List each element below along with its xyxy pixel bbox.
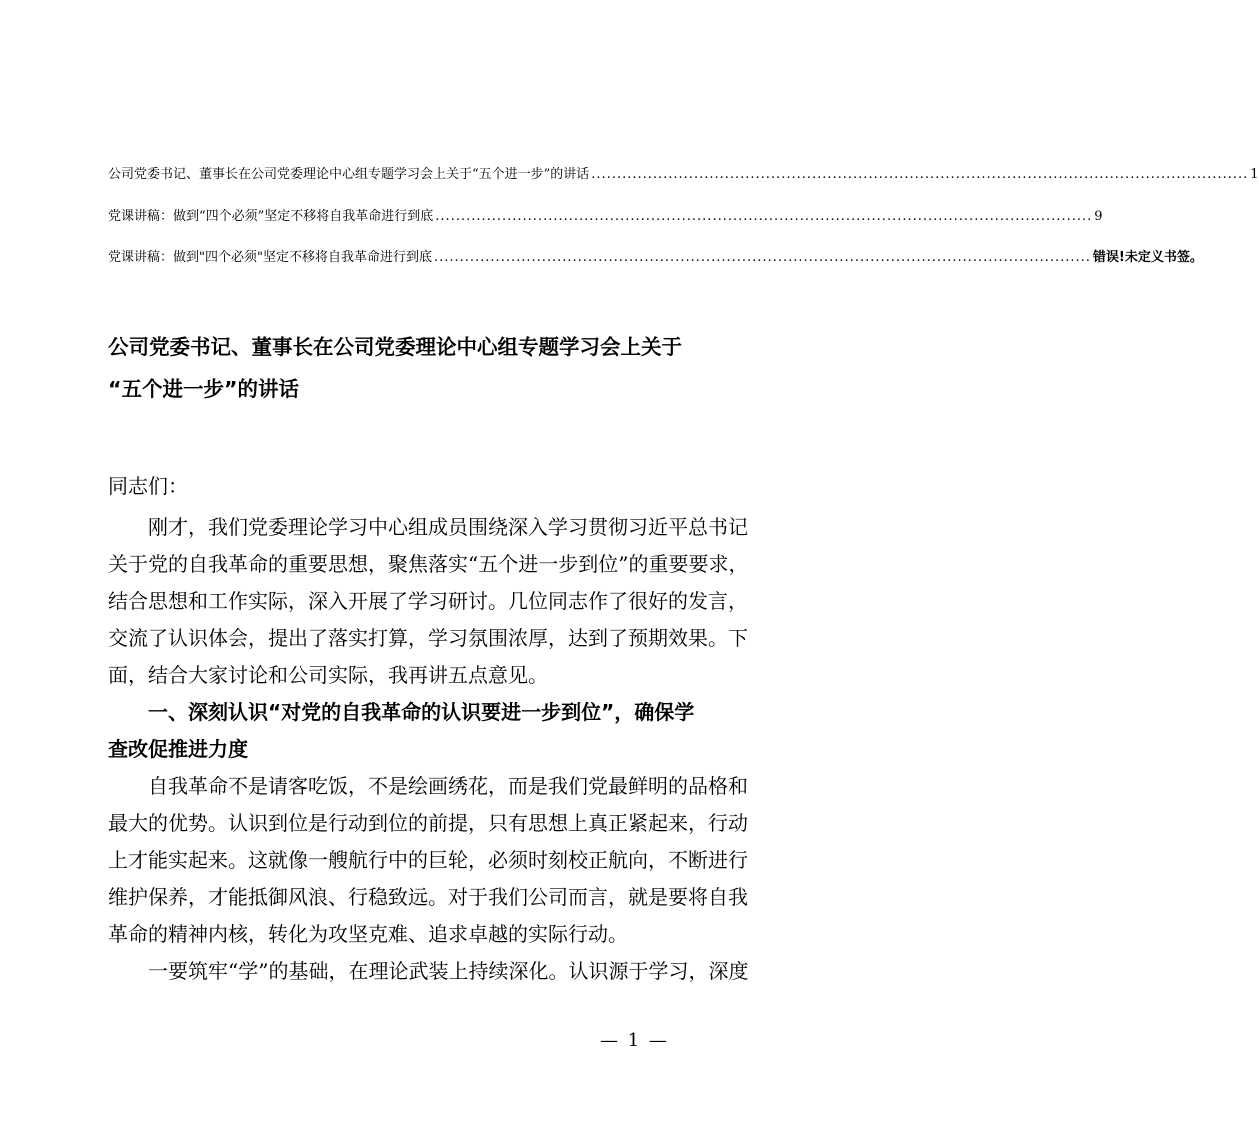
paragraph-2-line: 上才能实起来。这就像一艘航行中的巨轮，必须时刻校正航向，不断进行 bbox=[108, 848, 748, 872]
paragraph-3-line: 一要筑牢“学”的基础，在理论武装上持续深化。认识源于学习，深度 bbox=[148, 959, 749, 983]
toc-entry-page-error: 错误!未定义书签。 bbox=[1092, 250, 1203, 265]
paragraph-1-line: 结合思想和工作实际，深入开展了学习研讨。几位同志作了很好的发言， bbox=[108, 589, 748, 613]
toc-leader-dots: ................................................................................................................................ bbox=[433, 250, 1091, 265]
paragraph-1-line: 刚才，我们党委理论学习中心组成员围绕深入学习贯彻习近平总书记 bbox=[148, 515, 748, 539]
toc-entry[interactable] bbox=[108, 163, 1259, 183]
title-line-2: “五个进一步”的讲话 bbox=[108, 377, 299, 401]
paragraph-2-line: 自我革命不是请客吃饭，不是绘画绣花，而是我们党最鲜明的品格和 bbox=[148, 774, 748, 798]
section-heading-line: 查改促推进力度 bbox=[108, 737, 248, 761]
greeting: 同志们： bbox=[108, 474, 188, 498]
paragraph-2-line: 最大的优势。认识到位是行动到位的前提，只有思想上真正紧起来，行动 bbox=[108, 811, 748, 835]
page-number: — 1 — bbox=[600, 1030, 669, 1051]
table-of-contents bbox=[108, 163, 1259, 265]
paragraph-1-line: 面，结合大家讨论和公司实际，我再讲五点意见。 bbox=[108, 663, 548, 687]
toc-entry-page: 1 bbox=[1250, 167, 1259, 182]
section-heading-line: 一、深刻认识“对党的自我革命的认识要进一步到位”，确保学 bbox=[148, 700, 695, 724]
document-title bbox=[108, 326, 698, 410]
toc-entry[interactable] bbox=[108, 205, 1103, 225]
toc-entry-title: 党课讲稿：做到“四个必须”坚定不移将自我革命进行到底 bbox=[108, 209, 434, 224]
paragraph-1-line: 关于党的自我革命的重要思想，聚焦落实“五个进一步到位”的重要要求， bbox=[108, 552, 749, 576]
toc-leader-dots: ................................................................................................................................ bbox=[435, 209, 1093, 224]
toc-entry-title: 党课讲稿：做到"四个必须"坚定不移将自我革命进行到底 bbox=[108, 250, 432, 265]
toc-entry[interactable] bbox=[108, 246, 1203, 266]
toc-entry-title: 公司党委书记、董事长在公司党委理论中心组专题学习会上关于“五个进一步”的讲话 bbox=[108, 167, 590, 182]
toc-entry-page: 9 bbox=[1094, 209, 1103, 224]
toc-leader-dots: ................................................................................................................................ bbox=[591, 167, 1249, 182]
paragraph-2-line: 革命的精神内核，转化为攻坚克难、追求卓越的实际行动。 bbox=[108, 922, 628, 946]
title-line-1: 公司党委书记、董事长在公司党委理论中心组专题学习会上关于 bbox=[108, 335, 682, 359]
paragraph-2-line: 维护保养，才能抵御风浪、行稳致远。对于我们公司而言，就是要将自我 bbox=[108, 885, 748, 909]
paragraph-1-line: 交流了认识体会，提出了落实打算，学习氛围浓厚，达到了预期效果。下 bbox=[108, 626, 748, 650]
